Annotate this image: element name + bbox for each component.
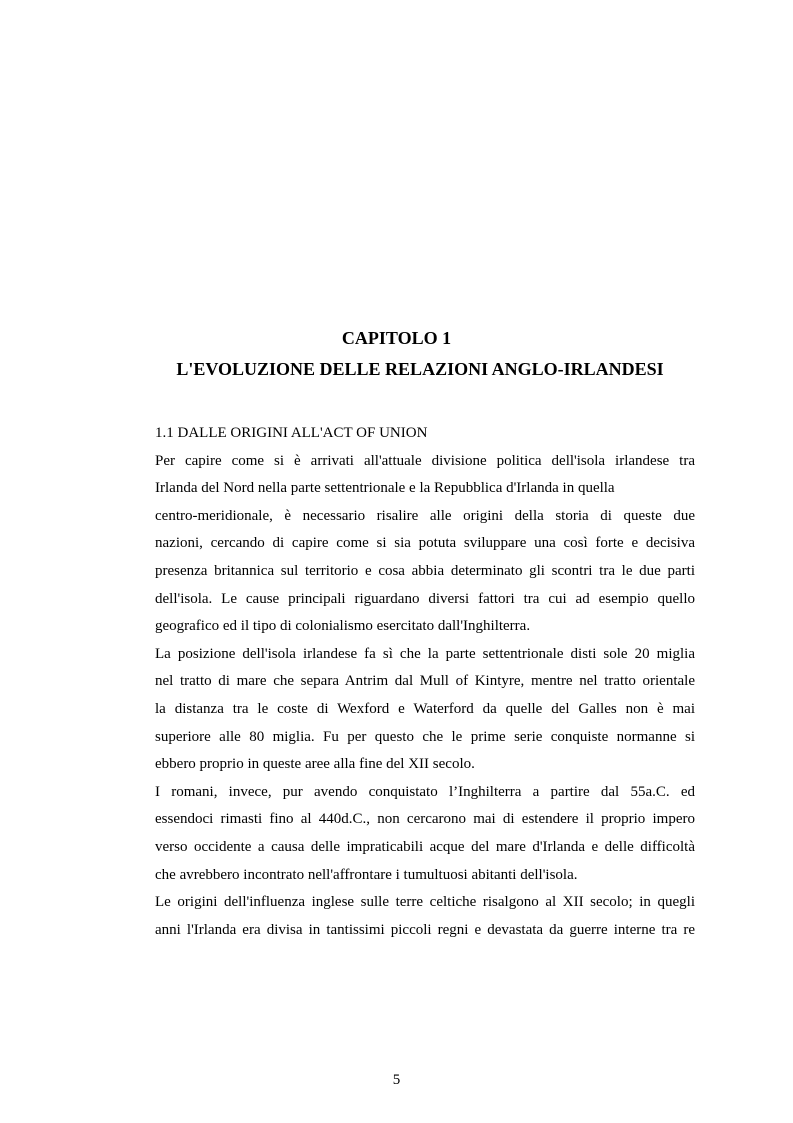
text-line: geografico ed il tipo di colonialismo esercitato dall'Inghilterra. <box>155 618 531 635</box>
text-line: Irlanda del Nord nella parte settentrionale e la Repubblica d'Irlanda in quella <box>155 480 615 497</box>
text-line: che avrebbero incontrato nell'affrontare i tumultuosi abitanti dell'isola. <box>155 866 578 883</box>
text-line: presenza britannica sul territorio e cosa abbia determinato gli scontri tra le due parti <box>155 562 695 579</box>
text-line: verso occidente a causa delle impraticabili acque del mare d'Irlanda e delle difficoltà <box>155 838 695 855</box>
text-line: centro-meridionale, è necessario risalire alle origini della storia di queste due <box>155 507 695 524</box>
paragraph <box>155 889 695 944</box>
body-text <box>155 420 695 944</box>
text-line: essendoci rimasti fino al 440d.C., non cercarono mai di estendere il proprio impero <box>155 811 695 828</box>
text-line: dell'isola. Le cause principali riguardano diversi fattori tra cui ad esempio quello <box>155 590 695 607</box>
chapter-title: L'EVOLUZIONE DELLE RELAZIONI ANGLO-IRLANDESI <box>176 359 664 379</box>
text-line: la distanza tra le coste di Wexford e Waterford da quelle del Galles non è mai <box>155 700 695 717</box>
text-line: Per capire come si è arrivati all'attuale divisione politica dell'isola irlandese tra <box>155 452 695 469</box>
paragraph <box>155 779 695 889</box>
text-line: anni l'Irlanda era divisa in tantissimi piccoli regni e devastata da guerre interne tra re <box>155 921 695 938</box>
paragraph <box>155 448 695 641</box>
section-heading: 1.1 DALLE ORIGINI ALL'ACT OF UNION <box>155 425 428 441</box>
text-line: Le origini dell'influenza inglese sulle terre celtiche risalgono al XII secolo; in quegli <box>155 894 695 911</box>
text-line: ebbero proprio in queste aree alla fine del XII secolo. <box>155 756 475 773</box>
paragraph <box>155 641 695 779</box>
page-number: 5 <box>392 1072 401 1088</box>
text-line: nazioni, cercando di capire come si sia potuta sviluppare una così forte e decisiva <box>155 535 695 552</box>
chapter-number: CAPITOLO 1 <box>341 328 452 348</box>
text-line: superiore alle 80 miglia. Fu per questo che le prime serie conquiste normanne si <box>155 728 695 745</box>
text-line: I romani, invece, pur avendo conquistato l’Inghilterra a partire dal 55a.C. ed <box>155 783 695 800</box>
text-line: La posizione dell'isola irlandese fa sì che la parte settentrionale disti sole 20 miglia <box>155 645 695 662</box>
text-line: nel tratto di mare che separa Antrim dal Mull of Kintyre, mentre nel tratto orientale <box>155 673 695 690</box>
